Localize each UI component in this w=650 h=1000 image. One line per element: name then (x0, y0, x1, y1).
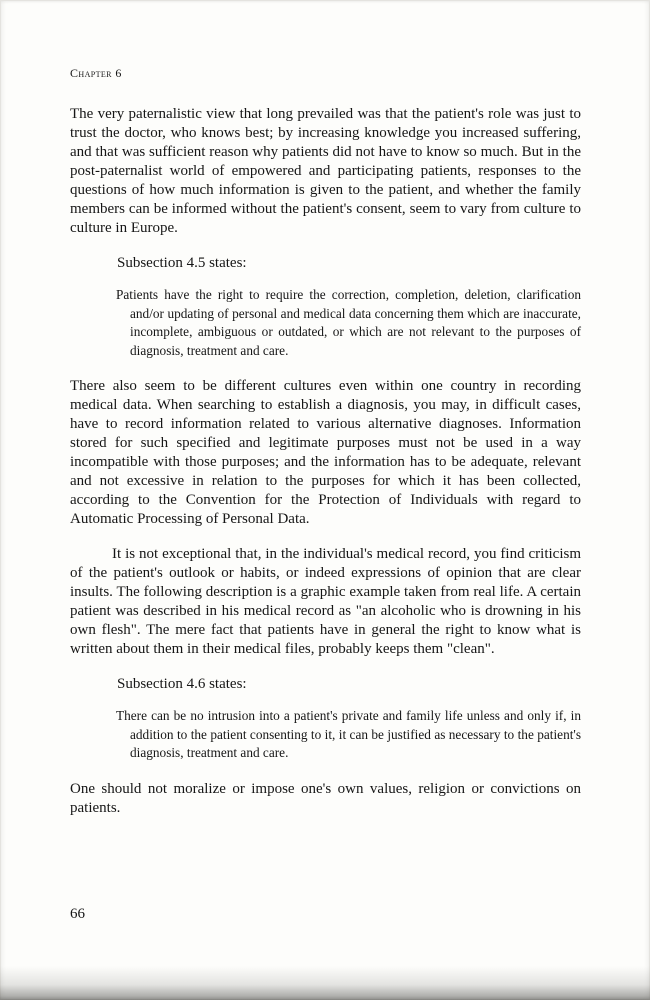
subsection-4-5-label: Subsection 4.5 states: (117, 255, 247, 271)
page-number: 66 (70, 906, 85, 922)
body-paragraph-1: The very paternalistic view that long prevailed was that the patient's role was just to trust the doctor, who knows best; by increasing knowledge you increased suffering, and that was sufficient reason why patients did not have to know so much. But in the post-paternalist world of empowered and participating patients, responses to the questions of how much information is given to the patient, and whether the family members can be informed without the patient's consent, seem to vary from culture to culture in Europe. (70, 106, 581, 236)
body-paragraph-2: There also seem to be different cultures even within one country in recording medical data. When searching to establish a diagnosis, you may, in difficult cases, have to record information related to various alternative diagnoses. Information stored for such specified and legitimate purposes must not be used in a way incompatible with those purposes; and the information has to be adequate, relevant and not excessive in relation to the purposes for which it has been collected, according to the Convention for the Protection of Individuals with regard to Automatic Processing of Personal Data. (70, 378, 581, 527)
body-paragraph-4: One should not moralize or impose one's own values, religion or convictions on patients. (70, 780, 581, 816)
chapter-running-head: Chapter 6 (70, 66, 122, 80)
blockquote-subsection-4-6: There can be no intrusion into a patient's private and family life unless and only if, in addition to the patient consenting to it, it can be justified as necessary to the patient's diagnosis, treatment and care. (116, 708, 581, 760)
subsection-4-6-label: Subsection 4.6 states: (117, 676, 247, 692)
blockquote-subsection-4-5: Patients have the right to require the correction, completion, deletion, clarification and/or updating of personal and medical data concerning them which are inaccurate, incomplete, ambiguous or outdated, or which are not relevant to the purposes of diagnosis, treatment and care. (116, 287, 581, 358)
body-paragraph-3: It is not exceptional that, in the individual's medical record, you find criticism of the patient's outlook or habits, or indeed expressions of opinion that are clear insults. The following description is a graphic example taken from real life. A certain patient was described in his medical record as "an alcoholic who is drowning in his own flesh". The mere fact that patients have in general the right to know what is written about them in their medical files, probably keeps them "clean". (70, 546, 581, 657)
